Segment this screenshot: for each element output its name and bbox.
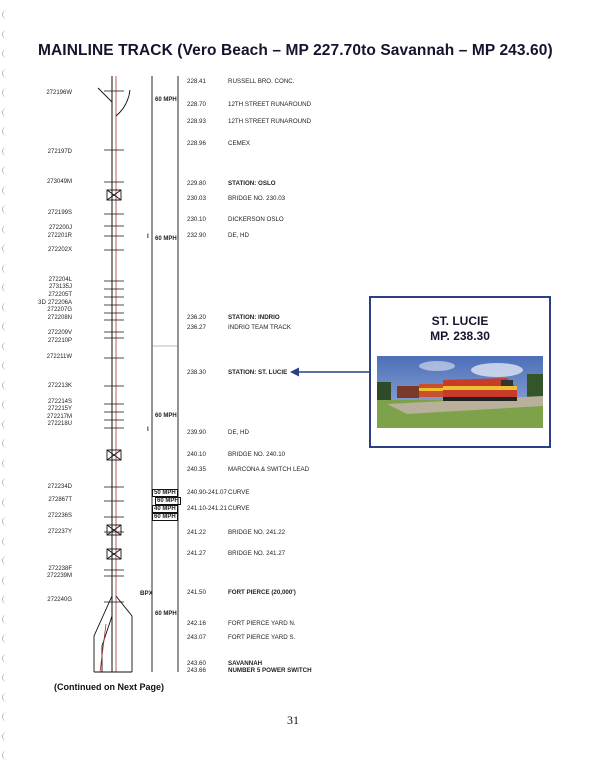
milepost: 242.16 [187, 620, 206, 627]
milepost: 236.20 [187, 314, 206, 321]
binder-hole [2, 439, 11, 448]
binder-hole [2, 205, 11, 214]
track-code: 272199S [47, 210, 72, 216]
milepost: 243.60 [187, 660, 206, 667]
train-photo [377, 356, 543, 428]
binder-hole [2, 244, 11, 253]
continued-note: (Continued on Next Page) [54, 682, 164, 692]
milepost: 241.10-241.21 [187, 505, 227, 512]
speed-box: 60 MPH [157, 498, 179, 504]
track-code: 272213K [47, 383, 72, 389]
binder-hole [2, 712, 11, 721]
binder-hole [2, 517, 11, 526]
location-description: STATION: OSLO [228, 180, 276, 187]
spur-track-2 [98, 88, 112, 102]
track-code: 272196W [46, 90, 72, 96]
track-code: 272208N [47, 315, 72, 321]
binder-hole [2, 381, 11, 390]
binder-hole [2, 186, 11, 195]
location-description: RUSSELL BRO. CONC. [228, 78, 295, 85]
location-description: CURVE [228, 505, 250, 512]
binder-hole [2, 576, 11, 585]
track-code: 272205T [48, 292, 72, 298]
track-code: 272200J [48, 225, 72, 231]
location-description: SAVANNAH [228, 660, 263, 667]
location-description: CEMEX [228, 140, 251, 147]
track-code: 272217M [46, 414, 72, 420]
binder-hole [2, 49, 11, 58]
location-description: NUMBER 5 POWER SWITCH [228, 667, 312, 674]
location-description: FORT PIERCE YARD N. [228, 620, 296, 627]
location-description: BRIDGE NO. 241.22 [228, 529, 286, 536]
location-description: DICKERSON OSLO [228, 216, 284, 223]
callout-title [371, 314, 549, 344]
binder-hole [2, 459, 11, 468]
location-description: 12TH STREET RUNAROUND [228, 101, 312, 108]
milepost: 238.30 [187, 369, 206, 376]
binder-hole [2, 615, 11, 624]
station-callout [369, 296, 551, 448]
binder-hole [2, 537, 11, 546]
binder-hole [2, 147, 11, 156]
location-description: DE, HD [228, 232, 249, 239]
track-code: 272234D [47, 484, 72, 490]
speed-label: 60 MPH [155, 97, 177, 103]
binder-hole [2, 108, 11, 117]
binder-hole [2, 556, 11, 565]
binder-hole [2, 693, 11, 702]
location-description: STATION: ST. LUCIE [228, 369, 288, 376]
location-description: FORT PIERCE (20,000') [228, 589, 296, 596]
track-code: 272206A [47, 300, 72, 306]
binder-hole [2, 264, 11, 273]
track-code: 272214S [47, 399, 72, 405]
binder-hole [2, 303, 11, 312]
binder-hole [2, 88, 11, 97]
milepost: 243.07 [187, 634, 206, 641]
binder-hole [2, 400, 11, 409]
location-description: BRIDGE NO. 230.03 [228, 195, 286, 202]
speed-box: 60 MPH [154, 514, 176, 520]
bridge-symbols [107, 190, 121, 559]
callout-arrow [290, 366, 372, 378]
milepost: 240.10 [187, 451, 206, 458]
track-code: 272204L [48, 277, 72, 283]
milepost: 228.70 [187, 101, 206, 108]
milepost: 230.10 [187, 216, 206, 223]
binder-hole [2, 342, 11, 351]
milepost: 232.90 [187, 232, 206, 239]
binder-hole [2, 732, 11, 741]
binder-hole [2, 361, 11, 370]
milepost: 241.50 [187, 589, 206, 596]
binder-hole [2, 420, 11, 429]
marker-i: I [147, 233, 149, 240]
milepost: 241.27 [187, 550, 206, 557]
track-code: 272238F [48, 566, 72, 572]
milepost: 230.03 [187, 195, 206, 202]
milepost: 240.35 [187, 466, 206, 473]
track-code: 272207G [47, 307, 72, 313]
track-code: 272240G [47, 597, 72, 603]
milepost: 236.27 [187, 324, 206, 331]
binder-hole [2, 283, 11, 292]
milepost: 228.96 [187, 140, 206, 147]
location-description: FORT PIERCE YARD S. [228, 634, 296, 641]
track-code: 272236S [47, 513, 72, 519]
binder-hole [2, 127, 11, 136]
binder-hole [2, 595, 11, 604]
binder-hole [2, 166, 11, 175]
marker-side: 3D [38, 299, 46, 306]
marker-bpx: BPX [140, 590, 153, 597]
binder-hole [2, 751, 11, 760]
binder-hole [2, 478, 11, 487]
callout-station: ST. LUCIE [431, 314, 489, 328]
spur-track [116, 90, 130, 116]
page-number: 31 [287, 713, 299, 727]
track-code: 272211W [46, 354, 72, 360]
location-description: INDRIO TEAM TRACK [228, 324, 292, 331]
track-code: 272197D [47, 149, 72, 155]
speed-label: 60 MPH [155, 236, 177, 242]
location-description: MARCONA & SWITCH LEAD [228, 466, 310, 473]
yard-track-red [100, 624, 106, 672]
marker-i: I [147, 426, 149, 433]
binder-hole [2, 634, 11, 643]
location-description: 12TH STREET RUNAROUND [228, 118, 312, 125]
track-code: 273135J [48, 284, 72, 290]
milepost: 243.66 [187, 667, 206, 674]
binder-hole [2, 498, 11, 507]
track-code: 273049M [46, 179, 72, 185]
milepost: 228.41 [187, 78, 206, 85]
milepost: 228.93 [187, 118, 206, 125]
milepost: 229.80 [187, 180, 206, 187]
track-code: 272237Y [47, 529, 72, 535]
binder-hole [2, 225, 11, 234]
location-description: CURVE [228, 489, 250, 496]
track-code: 272867T [48, 497, 72, 503]
binder-hole [2, 30, 11, 39]
track-code: 272239M [46, 573, 72, 579]
track-code: 272218U [47, 421, 72, 427]
milepost: 239.90 [187, 429, 206, 436]
location-description: BRIDGE NO. 240.10 [228, 451, 286, 458]
track-code: 272201R [47, 233, 72, 239]
binder-hole [2, 69, 11, 78]
location-description: STATION: INDRIO [228, 314, 280, 321]
yard-tracks [94, 596, 132, 672]
speed-box: 50 MPH [154, 490, 176, 496]
track-code: 272215Y [47, 406, 72, 412]
milepost: 240.90-241.07 [187, 489, 227, 496]
track-diagram [80, 76, 190, 676]
track-code: 272209V [47, 330, 72, 336]
binder-hole [2, 673, 11, 682]
location-description: DE, HD [228, 429, 249, 436]
speed-label: 60 MPH [155, 611, 177, 617]
callout-milepost: MP. 238.30 [430, 329, 490, 343]
page-title: MAINLINE TRACK (Vero Beach – MP 227.70to Savannah – MP 243.60) [38, 42, 553, 59]
speed-box: 40 MPH [154, 506, 176, 512]
binder-hole [2, 10, 11, 19]
binder-hole [2, 654, 11, 663]
track-code: 272210P [47, 338, 72, 344]
speed-label: 60 MPH [155, 413, 177, 419]
binder-hole [2, 322, 11, 331]
milepost: 241.22 [187, 529, 206, 536]
location-description: BRIDGE NO. 241.27 [228, 550, 286, 557]
track-code: 272202X [47, 247, 72, 253]
